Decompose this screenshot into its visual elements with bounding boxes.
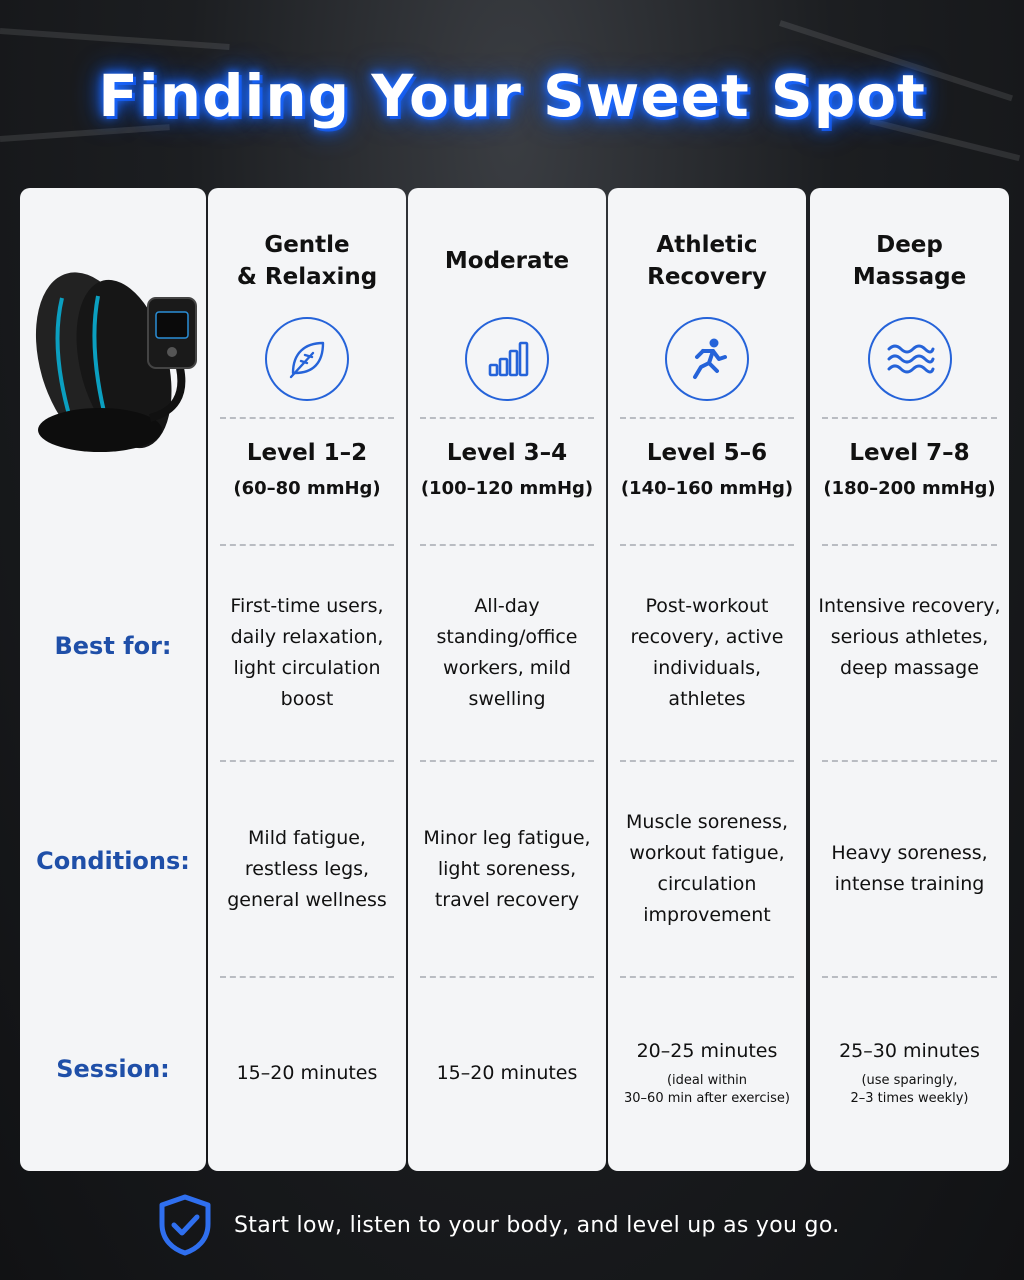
level-range: Level 1–2 [246, 440, 368, 466]
heading-line: Deep [876, 232, 943, 258]
footer-tip [158, 1192, 839, 1258]
best-for-text: All-day standing/office workers, mild swelling [436, 595, 578, 710]
level-range: Level 3–4 [446, 440, 568, 466]
session-duration: 15–20 minutes [436, 1062, 578, 1084]
heading-line: Gentle [264, 232, 350, 258]
best-for-text: First-time users, daily relaxation, light circulation boost [230, 595, 384, 710]
heading-line: Recovery [647, 264, 767, 290]
level-column-gentle [208, 188, 406, 1171]
column-heading [810, 226, 1009, 296]
best-for-text: Post-workout recovery, active individuals, athletes [630, 595, 784, 710]
session-label: Session: [56, 1055, 170, 1083]
conditions-text: Minor leg fatigue, light soreness, travel recovery [423, 826, 591, 911]
conditions-text: Muscle soreness, workout fatigue, circulation improvement [626, 811, 788, 926]
heading-line: & Relaxing [236, 264, 378, 290]
running-person-icon [665, 317, 749, 401]
conditions-text: Mild fatigue, restless legs, general wellness [227, 826, 387, 911]
shield-check-icon [158, 1194, 212, 1256]
session-note [624, 1072, 790, 1108]
divider [420, 417, 594, 419]
footer-text: Start low, listen to your body, and level up as you go. [234, 1212, 840, 1238]
pressure-range: (60–80 mmHg) [233, 478, 381, 499]
ceiling-light [0, 28, 230, 50]
session-cell [818, 978, 1001, 1168]
pressure-range: (140–160 mmHg) [620, 478, 794, 499]
conditions-label: Conditions: [36, 847, 190, 875]
page-title: Finding Your Sweet Spot [98, 62, 926, 130]
heading-line: Athletic [656, 232, 758, 258]
session-cell [216, 978, 398, 1168]
session-note-line: (ideal within [666, 1073, 748, 1088]
heading-line: Moderate [444, 248, 570, 274]
compression-boots-image [30, 258, 200, 468]
column-heading [408, 226, 606, 296]
level-column-athletic [608, 188, 806, 1171]
best-for-text: Intensive recovery, serious athletes, deep massage [818, 594, 1001, 679]
pressure-range: (180–200 mmHg) [823, 478, 996, 499]
leaf-icon [265, 317, 349, 401]
waves-icon [868, 317, 952, 401]
session-note-line: 2–3 times weekly) [850, 1091, 969, 1106]
pressure-range: (100–120 mmHg) [420, 478, 594, 499]
level-column-deep [810, 188, 1009, 1171]
conditions-text: Heavy soreness, intense training [831, 842, 988, 895]
session-cell [616, 978, 798, 1168]
column-heading [608, 226, 806, 296]
heading-line: Massage [852, 264, 967, 290]
divider [620, 417, 794, 419]
level-range: Level 7–8 [849, 440, 970, 466]
session-duration: 15–20 minutes [236, 1062, 378, 1084]
level-column-moderate [408, 188, 606, 1171]
divider [822, 417, 997, 419]
bar-chart-icon [465, 317, 549, 401]
session-note-line: 30–60 min after exercise) [624, 1091, 790, 1106]
divider [220, 417, 394, 419]
session-cell [416, 978, 598, 1168]
session-note [851, 1072, 969, 1108]
session-duration: 20–25 minutes [636, 1040, 778, 1062]
column-heading [208, 226, 406, 296]
label-column [20, 188, 206, 1171]
best-for-label: Best for: [54, 632, 172, 660]
session-duration: 25–30 minutes [839, 1040, 980, 1062]
level-range: Level 5–6 [646, 440, 768, 466]
session-note-line: (use sparingly, [861, 1073, 958, 1088]
